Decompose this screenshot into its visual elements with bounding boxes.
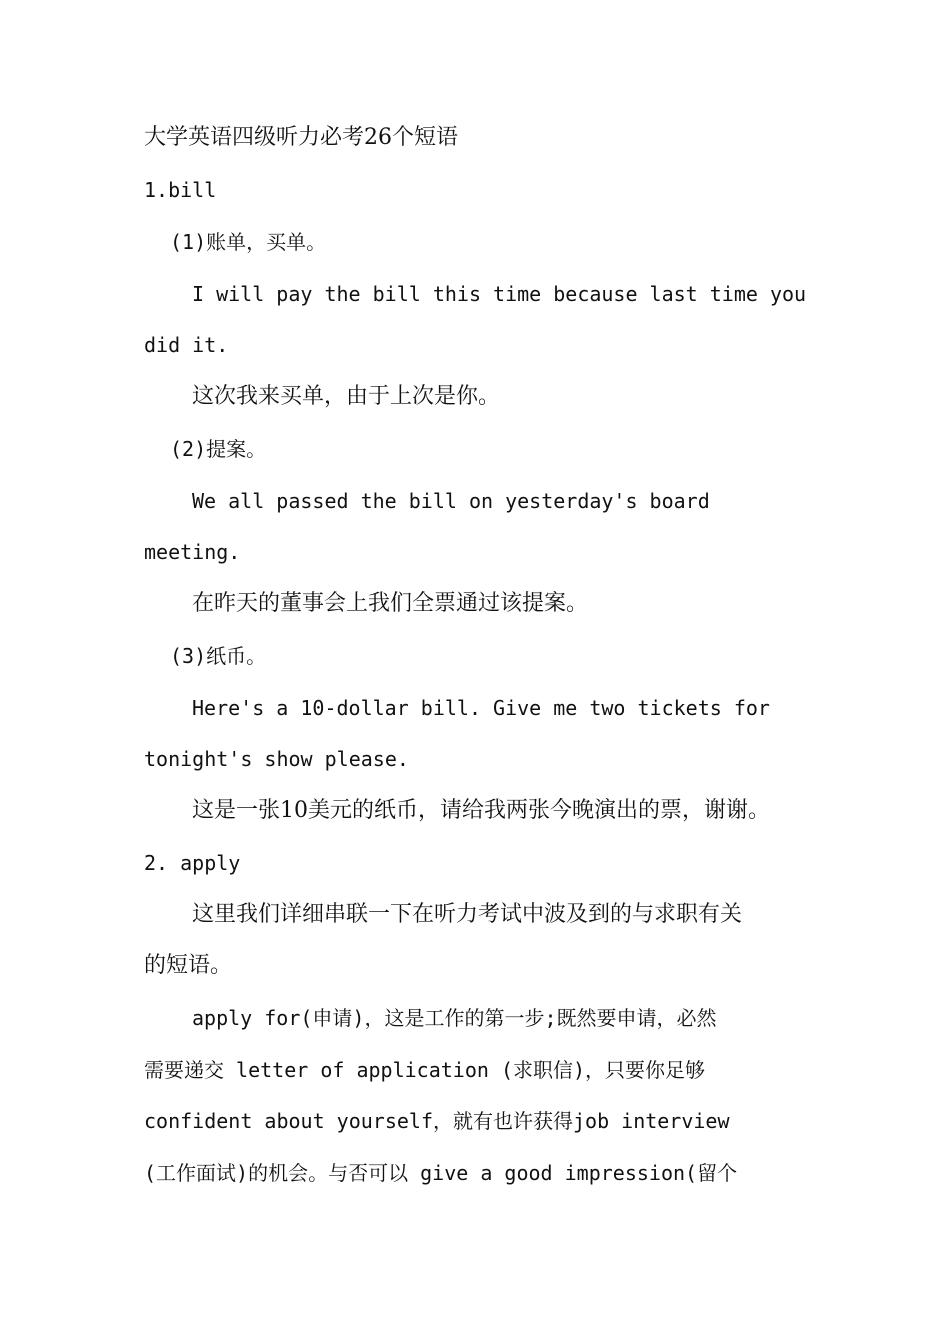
example-en-bill-2-line1: We all passed the bill on yesterday's board <box>192 489 710 513</box>
document-title: 大学英语四级听力必考26个短语 <box>144 125 458 150</box>
example-en-bill-3-line2: tonight's show please. <box>144 747 409 771</box>
example-zh-bill-2: 在昨天的董事会上我们全票通过该提案。 <box>192 591 589 616</box>
apply-paragraph1-line1: 这里我们详细串联一下在听力考试中波及到的与求职有关 <box>192 902 743 927</box>
example-zh-bill-1: 这次我来买单，由于上次是你。 <box>192 384 501 409</box>
section-heading-apply: 2. apply <box>144 851 241 875</box>
apply-paragraph2-line1: apply for(申请)，这是工作的第一步;既然要申请，必然 <box>192 1006 717 1030</box>
meaning-label-bill-3: (3)纸币。 <box>170 644 267 668</box>
apply-paragraph2-line2: 需要递交 letter of application (求职信)，只要你足够 <box>144 1058 706 1082</box>
apply-paragraph2-line4: (工作面试)的机会。与否可以 give a good impression(留个 <box>144 1161 738 1185</box>
apply-paragraph2-line3: confident about yourself，就有也许获得job interview <box>144 1109 730 1133</box>
meaning-label-bill-2: (2)提案。 <box>170 437 267 461</box>
section-heading-bill: 1.bill <box>144 178 217 202</box>
example-zh-bill-3: 这是一张10美元的纸币，请给我两张今晚演出的票，谢谢。 <box>192 798 770 823</box>
example-en-bill-1-line1: I will pay the bill this time because last time you <box>192 282 807 306</box>
example-en-bill-2-line2: meeting. <box>144 540 241 564</box>
apply-paragraph1-line2: 的短语。 <box>144 953 233 978</box>
meaning-label-bill-1: (1)账单，买单。 <box>170 230 327 254</box>
example-en-bill-3-line1: Here's a 10-dollar bill. Give me two tickets for <box>192 696 770 720</box>
example-en-bill-1-line2: did it. <box>144 333 229 357</box>
